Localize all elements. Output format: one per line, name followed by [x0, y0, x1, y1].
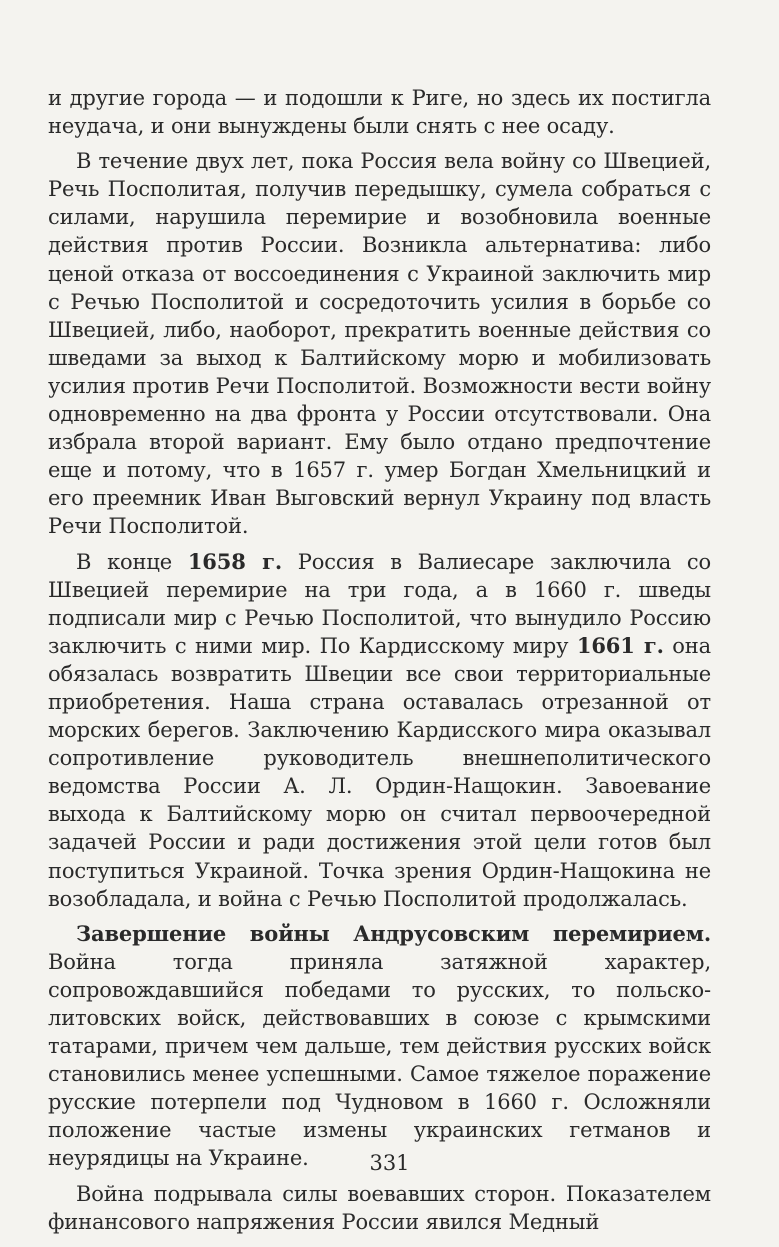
paragraph-3 — [48, 548, 711, 913]
paragraph-3-text-c: она обязалась возвратить Швеции все свои территориальные приобретения. Наша страна оставалась отрезанной от морских берегов. Заключению Кардисского мира оказывал сопротивление руководитель внешнеполитического ведомства России А. Л. Ордин-Нащокин. Завоевание выхода к Балтийскому морю он считал первоочередной задачей России и ради достижения этой цели готов был поступиться Украиной. Точка зрения Ордин-Нащокина не возобладала, и война с Речью Посполитой продолжалась. — [48, 633, 712, 911]
body-text — [48, 84, 711, 1236]
paragraph-3-text-b: Россия в Валиесаре заключила со Швецией перемирие на три года, а в 1660 г. шведы подписали мир с Речью Посполитой, что вынудило Россию заключить с ними мир. По Кардисскому миру — [48, 549, 711, 658]
page-number: 331 — [369, 1151, 410, 1175]
paragraph-1 — [48, 84, 711, 140]
paragraph-5 — [48, 1180, 711, 1236]
section-heading-andrusovo: Завершение войны Андрусовским перемирием. — [76, 920, 711, 946]
paragraph-4 — [48, 920, 711, 1173]
paragraph-5-text: Война подрывала силы воевавших сторон. Показателем финансового напряжения России явился Медный — [48, 1181, 711, 1234]
paragraph-4-text: Война тогда приняла затяжной характер, сопровождавшийся победами то русских, то польско-литовских войск, действовавших в союзе с крымскими татарами, причем чем дальше, тем действия русских войск становились менее успешными. Самое тяжелое поражение русские потерпели под Чудновом в 1660 г. Осложняли положение частые измены украинских гетманов и неурядицы на Украине. — [48, 949, 711, 1171]
paragraph-2 — [48, 147, 711, 540]
paragraph-1-text: и другие города — и подошли к Риге, но здесь их постигла неудача, и они вынуждены были снять с нее осаду. — [48, 86, 711, 139]
year-1661-bold: 1661 г. — [576, 632, 664, 658]
paragraph-2-text: В течение двух лет, пока Россия вела войну со Швецией, Речь Посполитая, получив передышку, сумела собраться с силами, нарушила перемирие и возобновила военные действия против России. Возникла альтернатива: либо ценой отказа от воссоединения с Украиной заключить мир с Речью Посполитой и сосредоточить усилия в борьбе со Швецией, либо, наоборот, прекратить военные действия со шведами за выход к Балтийскому морю и мобилизовать усилия против Речи Посполитой. Возможности вести войну одновременно на два фронта у России отсутствовали. Она избрала второй вариант. Ему было отдано предпочтение еще и потому, что в 1657 г. умер Богдан Хмельницкий и его преемник Иван Выговский вернул Украину под власть Речи Посполитой. — [48, 149, 711, 539]
year-1658-bold: 1658 г. — [187, 548, 282, 574]
paragraph-3-text-a: В конце — [76, 549, 188, 574]
